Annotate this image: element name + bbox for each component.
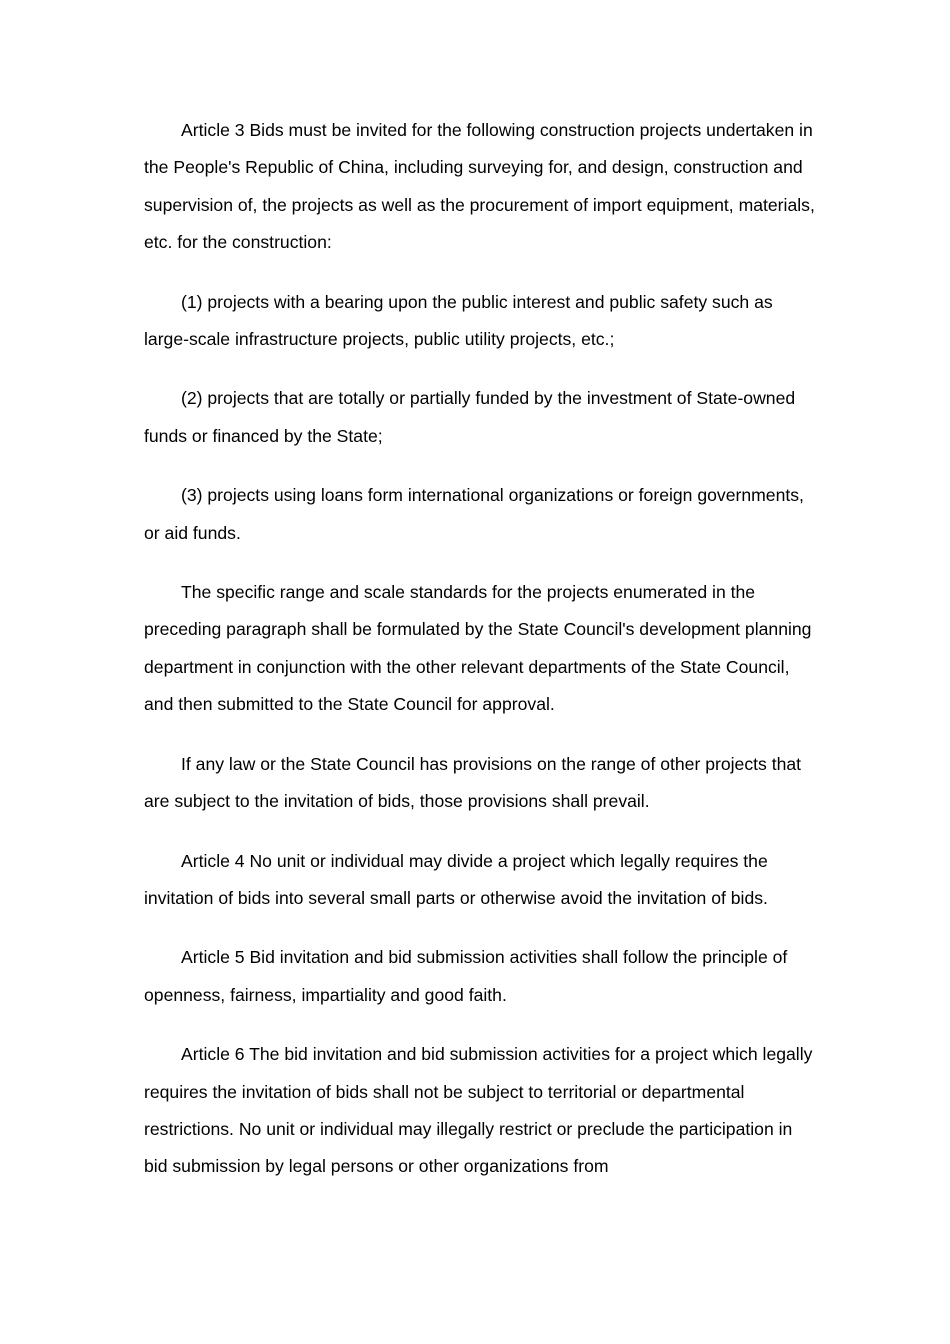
paragraph-article-3: Article 3 Bids must be invited for the following construction projects undertaken in the People's Republic of China, including surveying for, and design, construction and supervision of, the projects as well as the procurement of import equipment, materials, etc. for the construction:: [144, 120, 815, 253]
document-body: [144, 112, 816, 1186]
paragraph-article-4: Article 4 No unit or individual may divide a project which legally requires the invitation of bids into several small parts or otherwise avoid the invitation of bids.: [144, 850, 768, 908]
paragraph-article-6: Article 6 The bid invitation and bid submission activities for a project which legally requires the invitation of bids shall not be subject to territorial or departmental restrictions. No unit or individual may illegally restrict or preclude the participation in bid submission by legal persons or other organizations from: [144, 1044, 813, 1177]
paragraph-range-standards: The specific range and scale standards for the projects enumerated in the preceding paragraph shall be formulated by the State Council's development planning department in conjunction with the other relevant departments of the State Council, and then submitted to the State Council for approval.: [144, 582, 812, 715]
paragraph-item-3: (3) projects using loans form international organizations or foreign governments, or aid funds.: [144, 485, 804, 543]
paragraph-other-provisions: If any law or the State Council has provisions on the range of other projects that are subject to the invitation of bids, those provisions shall prevail.: [144, 753, 802, 812]
paragraph-article-5: Article 5 Bid invitation and bid submission activities shall follow the principle of openness, fairness, impartiality and good faith.: [144, 947, 788, 1005]
paragraph-item-1: (1) projects with a bearing upon the public interest and public safety such as large-scale infrastructure projects, public utility projects, etc.;: [144, 291, 773, 350]
paragraph-item-2: (2) projects that are totally or partially funded by the investment of State-owned funds or financed by the State;: [144, 388, 796, 446]
